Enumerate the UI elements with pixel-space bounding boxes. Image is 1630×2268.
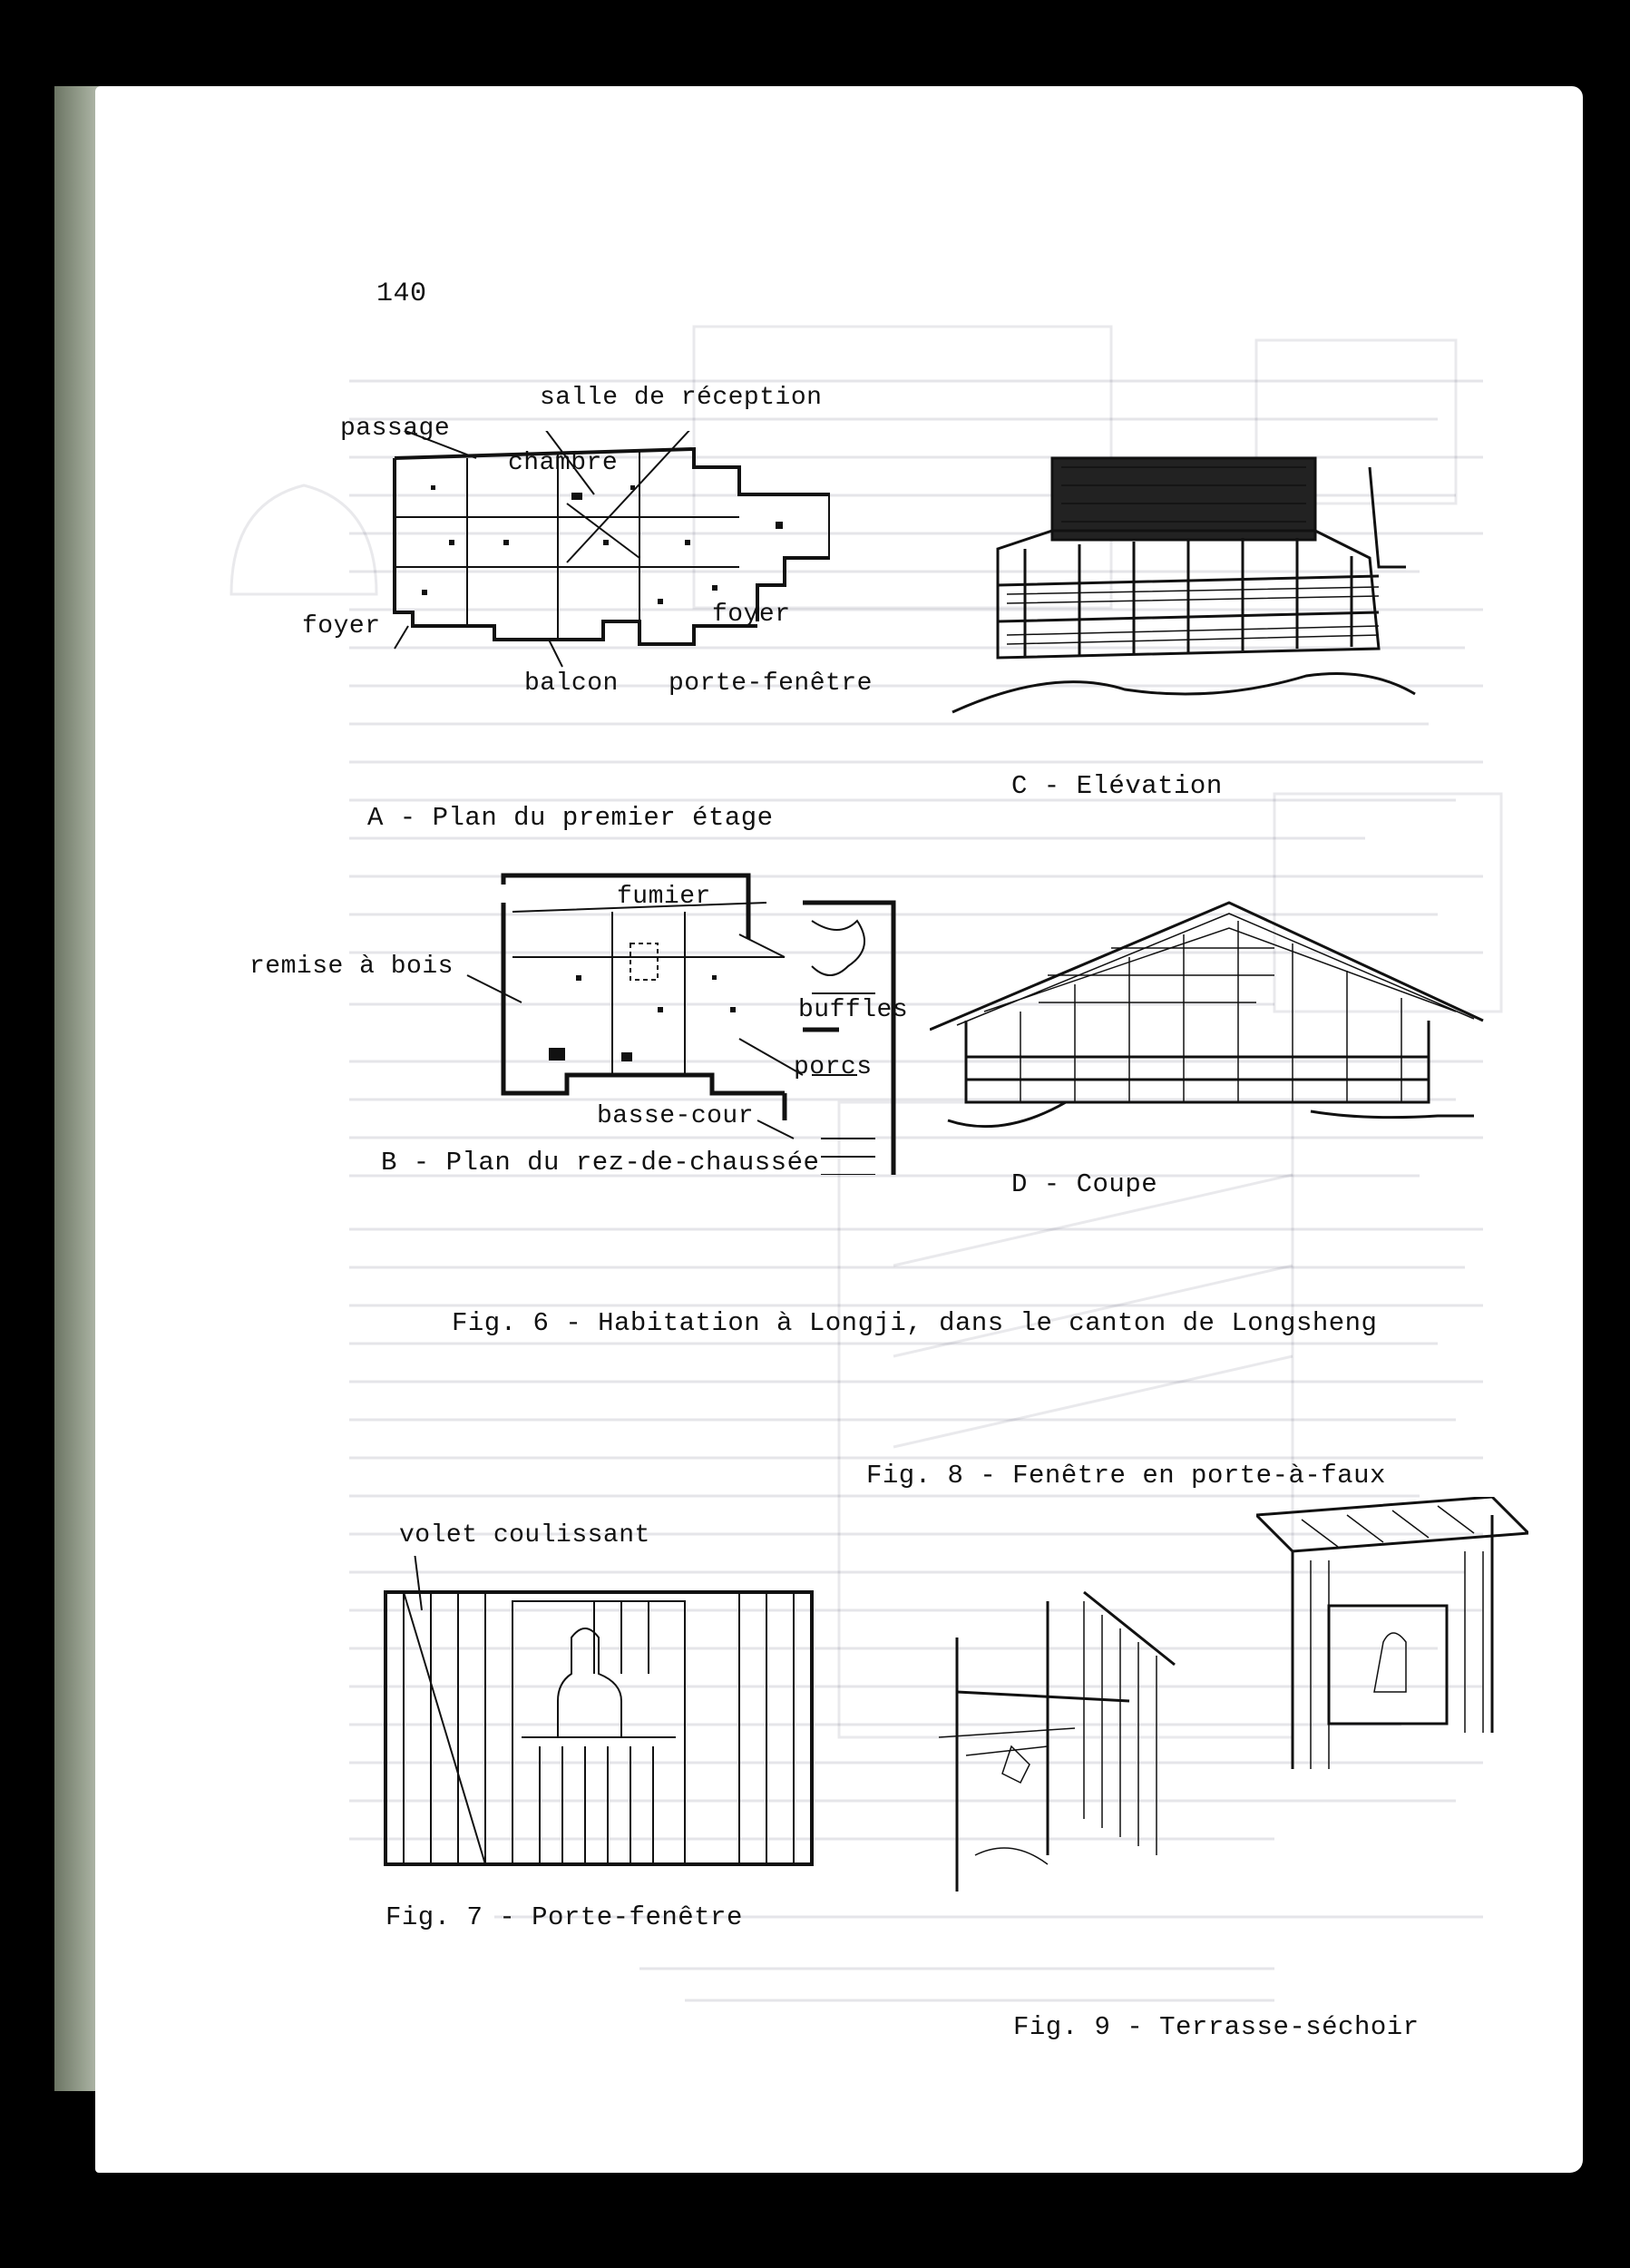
label-volet-coulissant: volet coulissant [399, 1521, 650, 1549]
terrasse-drawing [939, 1583, 1193, 1892]
label-buffles: buffles [798, 996, 909, 1024]
caption-a: A - Plan du premier étage [367, 803, 774, 833]
elevation-drawing [943, 431, 1451, 730]
label-porte-fenetre: porte-fenêtre [669, 670, 873, 698]
caption-fig9: Fig. 9 - Terrasse-séchoir [1013, 2012, 1420, 2042]
book-page [95, 86, 1583, 2173]
caption-c: C - Elévation [1011, 771, 1223, 801]
label-foyer-left: foyer [302, 612, 381, 640]
caption-d: D - Coupe [1011, 1169, 1158, 1199]
window-drawing [1256, 1497, 1528, 1796]
label-salle-de-reception: salle de réception [540, 384, 823, 412]
plan-upper-drawing [358, 431, 830, 703]
label-passage: passage [340, 415, 451, 443]
plan-lower-drawing [386, 866, 930, 1175]
section-drawing [930, 885, 1492, 1193]
page-number: 140 [376, 279, 427, 309]
caption-fig7: Fig. 7 - Porte-fenêtre [386, 1902, 743, 1932]
label-basse-cour: basse-cour [597, 1102, 755, 1130]
caption-fig8: Fig. 8 - Fenêtre en porte-à-faux [866, 1461, 1386, 1491]
label-foyer-right: foyer [712, 601, 791, 629]
label-porcs: porcs [794, 1053, 873, 1081]
porte-fenetre-drawing [376, 1556, 830, 1882]
label-remise-a-bois: remise à bois [249, 953, 454, 981]
label-balcon: balcon [524, 670, 619, 698]
label-chambre: chambre [508, 449, 619, 477]
caption-fig6: Fig. 6 - Habitation à Longji, dans le canton de Longsheng [452, 1308, 1378, 1338]
caption-b: B - Plan du rez-de-chaussée [381, 1148, 820, 1178]
label-fumier: fumier [617, 883, 711, 911]
